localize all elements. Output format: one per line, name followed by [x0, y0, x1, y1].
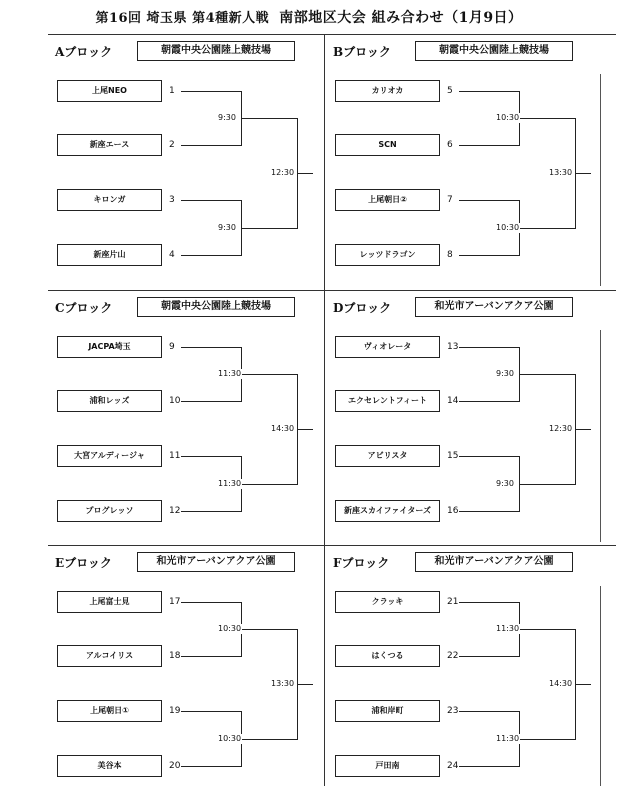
- bracket-line: [181, 401, 241, 402]
- bracket-line: [297, 173, 313, 174]
- team-number: 14: [447, 396, 459, 406]
- bracket-line: [575, 684, 591, 685]
- bracket-block: [333, 40, 601, 285]
- team-name-box: JACPA埼玉: [57, 336, 162, 358]
- bracket-line: [241, 228, 297, 229]
- final-time: 14:30: [271, 424, 295, 433]
- bracket-line: [459, 347, 519, 348]
- team-name-box: 戸田南: [335, 755, 440, 777]
- bracket-line: [297, 684, 313, 685]
- team-number: 8: [447, 250, 453, 260]
- bracket-line: [181, 255, 241, 256]
- bracket-block: [55, 40, 323, 285]
- venue-label: 和光市アーバンアクア公園: [415, 297, 573, 317]
- semifinal-time: 11:30: [496, 624, 520, 633]
- semifinal-time: 10:30: [218, 734, 242, 743]
- team-name-box: 浦和岸町: [335, 700, 440, 722]
- team-name-box: 上尾富士見: [57, 591, 162, 613]
- final-time: 14:30: [549, 679, 573, 688]
- team-name-box: エクセレントフィート: [335, 390, 440, 412]
- bracket-line: [519, 228, 575, 229]
- bracket-line: [181, 200, 241, 201]
- venue-label: 和光市アーバンアクア公園: [137, 552, 295, 572]
- bracket-line: [519, 374, 575, 375]
- semifinal-time: 9:30: [218, 223, 236, 232]
- team-name-box: 新座スカイファイターズ: [335, 500, 440, 522]
- bracket-line: [459, 511, 519, 512]
- team-name-box: プログレッソ: [57, 500, 162, 522]
- team-number: 3: [169, 195, 175, 205]
- semifinal-time: 11:30: [496, 734, 520, 743]
- team-number: 16: [447, 506, 459, 516]
- semifinal-time: 10:30: [218, 624, 242, 633]
- semifinal-time: 11:30: [218, 369, 242, 378]
- semifinal-time: 9:30: [218, 113, 236, 122]
- section-divider: [48, 290, 616, 291]
- team-number: 22: [447, 651, 459, 661]
- bracket-line: [459, 255, 519, 256]
- team-number: 18: [169, 651, 181, 661]
- bracket-block: [333, 296, 601, 541]
- team-number: 15: [447, 451, 459, 461]
- block-label: Aブロック: [55, 45, 113, 59]
- block-label: Dブロック: [333, 301, 392, 315]
- team-number: 13: [447, 342, 459, 352]
- final-time: 13:30: [271, 679, 295, 688]
- team-number: 10: [169, 396, 181, 406]
- semifinal-time: 9:30: [496, 479, 514, 488]
- team-number: 7: [447, 195, 453, 205]
- semifinal-time: 9:30: [496, 369, 514, 378]
- team-number: 5: [447, 86, 453, 96]
- team-number: 4: [169, 250, 175, 260]
- bracket-line: [181, 91, 241, 92]
- team-number: 9: [169, 342, 175, 352]
- final-time: 12:30: [271, 168, 295, 177]
- venue-label: 朝霞中央公園陸上競技場: [137, 297, 295, 317]
- team-number: 21: [447, 597, 459, 607]
- bracket-line: [459, 602, 519, 603]
- bracket-line: [241, 629, 297, 630]
- page-title: [0, 7, 618, 27]
- bracket-line: [181, 766, 241, 767]
- team-name-box: レッツドラゴン: [335, 244, 440, 266]
- bracket-line: [459, 456, 519, 457]
- bracket-line: [519, 629, 575, 630]
- team-number: 23: [447, 706, 459, 716]
- team-number: 6: [447, 140, 453, 150]
- team-number: 17: [169, 597, 181, 607]
- title-prefix: 第16回 埼玉県 第4種新人戦: [95, 11, 270, 26]
- team-name-box: ヴィオレータ: [335, 336, 440, 358]
- team-name-box: 上尾朝日②: [335, 189, 440, 211]
- team-name-box: 美谷本: [57, 755, 162, 777]
- bracket-line: [575, 429, 591, 430]
- bracket-line: [181, 456, 241, 457]
- bracket-line: [459, 766, 519, 767]
- team-name-box: 浦和レッズ: [57, 390, 162, 412]
- team-number: 2: [169, 140, 175, 150]
- bracket-line: [181, 347, 241, 348]
- team-name-box: 上尾NEO: [57, 80, 162, 102]
- team-name-box: アルコイリス: [57, 645, 162, 667]
- block-label: Bブロック: [333, 45, 391, 59]
- bracket-block: [333, 551, 601, 796]
- bracket-line: [459, 145, 519, 146]
- bracket-line: [181, 602, 241, 603]
- bracket-line: [519, 484, 575, 485]
- team-number: 12: [169, 506, 181, 516]
- team-number: 20: [169, 761, 181, 771]
- bracket-line: [459, 656, 519, 657]
- block-label: Cブロック: [55, 301, 113, 315]
- section-divider: [48, 34, 616, 35]
- team-number: 19: [169, 706, 181, 716]
- bracket-line: [459, 200, 519, 201]
- team-name-box: はくつる: [335, 645, 440, 667]
- team-number: 1: [169, 86, 175, 96]
- bracket-line: [181, 656, 241, 657]
- team-name-box: 大宮アルディージャ: [57, 445, 162, 467]
- team-name-box: 新座片山: [57, 244, 162, 266]
- semifinal-time: 11:30: [218, 479, 242, 488]
- team-number: 11: [169, 451, 181, 461]
- team-name-box: アビリスタ: [335, 445, 440, 467]
- bracket-line: [519, 118, 575, 119]
- team-number: 24: [447, 761, 459, 771]
- team-name-box: 上尾朝日①: [57, 700, 162, 722]
- section-divider: [48, 545, 616, 546]
- column-divider: [324, 34, 325, 786]
- bracket-block: [55, 551, 323, 796]
- bracket-line: [241, 118, 297, 119]
- block-label: Eブロック: [55, 556, 112, 570]
- bracket-line: [181, 711, 241, 712]
- final-time: 13:30: [549, 168, 573, 177]
- title-main: 南部地区大会 組み合わせ（1月9日）: [279, 10, 523, 26]
- team-name-box: SCN: [335, 134, 440, 156]
- bracket-line: [519, 739, 575, 740]
- bracket-line: [241, 739, 297, 740]
- bracket-line: [181, 511, 241, 512]
- team-name-box: クラッキ: [335, 591, 440, 613]
- bracket-line: [241, 484, 297, 485]
- bracket-line: [459, 91, 519, 92]
- venue-label: 朝霞中央公園陸上競技場: [415, 41, 573, 61]
- bracket-line: [297, 429, 313, 430]
- venue-label: 和光市アーバンアクア公園: [415, 552, 573, 572]
- team-name-box: 新座エース: [57, 134, 162, 156]
- team-name-box: カリオカ: [335, 80, 440, 102]
- semifinal-time: 10:30: [496, 113, 520, 122]
- venue-label: 朝霞中央公園陸上競技場: [137, 41, 295, 61]
- bracket-line: [459, 401, 519, 402]
- bracket-line: [241, 374, 297, 375]
- bracket-line: [459, 711, 519, 712]
- team-name-box: キロンガ: [57, 189, 162, 211]
- block-label: Fブロック: [333, 556, 390, 570]
- bracket-line: [575, 173, 591, 174]
- bracket-line: [181, 145, 241, 146]
- semifinal-time: 10:30: [496, 223, 520, 232]
- bracket-block: [55, 296, 323, 541]
- final-time: 12:30: [549, 424, 573, 433]
